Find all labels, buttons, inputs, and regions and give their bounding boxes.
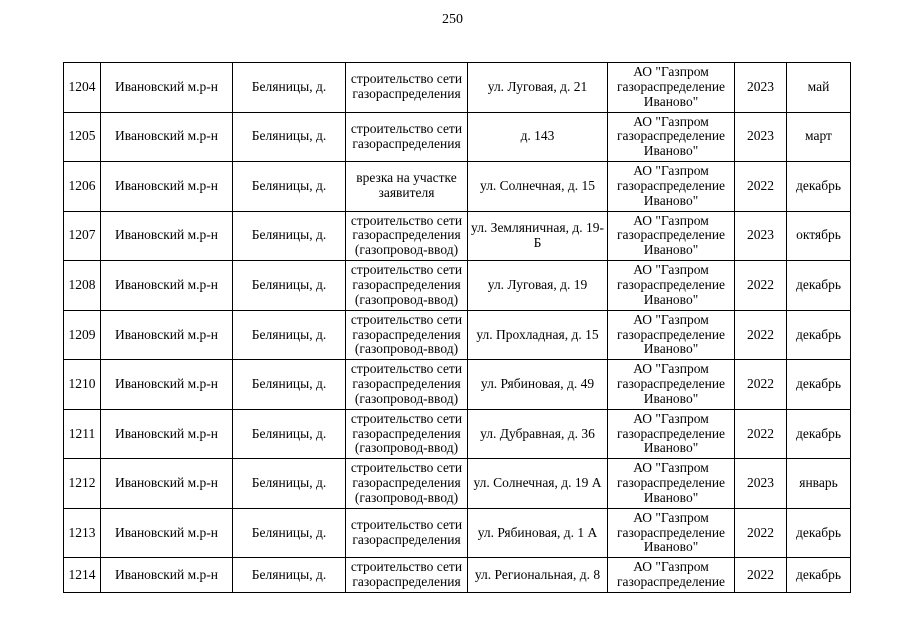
cell-org: АО "Газпром газораспределение Иваново" bbox=[608, 261, 735, 311]
cell-month: декабрь bbox=[787, 261, 851, 311]
cell-year: 2022 bbox=[735, 508, 787, 558]
cell-org: АО "Газпром газораспределение Иваново" bbox=[608, 211, 735, 261]
cell-num: 1212 bbox=[64, 459, 101, 509]
table-row bbox=[64, 409, 851, 459]
cell-year: 2022 bbox=[735, 261, 787, 311]
table-row bbox=[64, 112, 851, 162]
cell-year: 2022 bbox=[735, 558, 787, 593]
cell-locality: Беляницы, д. bbox=[233, 162, 346, 212]
cell-locality: Беляницы, д. bbox=[233, 211, 346, 261]
cell-locality: Беляницы, д. bbox=[233, 558, 346, 593]
cell-num: 1214 bbox=[64, 558, 101, 593]
cell-district: Ивановский м.р-н bbox=[101, 211, 233, 261]
cell-locality: Беляницы, д. bbox=[233, 112, 346, 162]
cell-address: д. 143 bbox=[468, 112, 608, 162]
table-row bbox=[64, 508, 851, 558]
cell-work: строительство сети газораспределения (газопровод-ввод) bbox=[346, 409, 468, 459]
table-row bbox=[64, 310, 851, 360]
cell-month: май bbox=[787, 63, 851, 113]
cell-org: АО "Газпром газораспределение Иваново" bbox=[608, 360, 735, 410]
table-body bbox=[64, 63, 851, 593]
cell-year: 2022 bbox=[735, 409, 787, 459]
cell-work: строительство сети газораспределения bbox=[346, 63, 468, 113]
cell-year: 2022 bbox=[735, 162, 787, 212]
cell-address: ул. Луговая, д. 21 bbox=[468, 63, 608, 113]
cell-address: ул. Рябиновая, д. 49 bbox=[468, 360, 608, 410]
cell-year: 2023 bbox=[735, 63, 787, 113]
table-row bbox=[64, 558, 851, 593]
cell-year: 2023 bbox=[735, 112, 787, 162]
cell-month: декабрь bbox=[787, 162, 851, 212]
cell-month: декабрь bbox=[787, 508, 851, 558]
cell-org: АО "Газпром газораспределение Иваново" bbox=[608, 310, 735, 360]
table-row bbox=[64, 162, 851, 212]
cell-org: АО "Газпром газораспределение Иваново" bbox=[608, 63, 735, 113]
cell-address: ул. Солнечная, д. 15 bbox=[468, 162, 608, 212]
cell-year: 2022 bbox=[735, 360, 787, 410]
cell-year: 2023 bbox=[735, 459, 787, 509]
cell-work: врезка на участке заявителя bbox=[346, 162, 468, 212]
cell-year: 2022 bbox=[735, 310, 787, 360]
cell-num: 1211 bbox=[64, 409, 101, 459]
cell-num: 1213 bbox=[64, 508, 101, 558]
cell-district: Ивановский м.р-н bbox=[101, 409, 233, 459]
cell-num: 1205 bbox=[64, 112, 101, 162]
cell-org: АО "Газпром газораспределение Иваново" bbox=[608, 409, 735, 459]
cell-month: март bbox=[787, 112, 851, 162]
cell-address: ул. Дубравная, д. 36 bbox=[468, 409, 608, 459]
cell-num: 1208 bbox=[64, 261, 101, 311]
table-row bbox=[64, 459, 851, 509]
cell-work: строительство сети газораспределения (газопровод-ввод) bbox=[346, 459, 468, 509]
cell-district: Ивановский м.р-н bbox=[101, 508, 233, 558]
cell-district: Ивановский м.р-н bbox=[101, 558, 233, 593]
cell-org: АО "Газпром газораспределение Иваново" bbox=[608, 162, 735, 212]
table-row bbox=[64, 211, 851, 261]
cell-org: АО "Газпром газораспределение Иваново" bbox=[608, 508, 735, 558]
cell-locality: Беляницы, д. bbox=[233, 360, 346, 410]
cell-month: декабрь bbox=[787, 409, 851, 459]
cell-district: Ивановский м.р-н bbox=[101, 63, 233, 113]
registry-table bbox=[63, 62, 851, 593]
cell-locality: Беляницы, д. bbox=[233, 261, 346, 311]
cell-month: октябрь bbox=[787, 211, 851, 261]
cell-address: ул. Луговая, д. 19 bbox=[468, 261, 608, 311]
cell-district: Ивановский м.р-н bbox=[101, 261, 233, 311]
cell-locality: Беляницы, д. bbox=[233, 409, 346, 459]
cell-num: 1209 bbox=[64, 310, 101, 360]
page-number: 250 bbox=[442, 12, 463, 27]
cell-district: Ивановский м.р-н bbox=[101, 112, 233, 162]
cell-year: 2023 bbox=[735, 211, 787, 261]
cell-month: декабрь bbox=[787, 310, 851, 360]
cell-work: строительство сети газораспределения (газопровод-ввод) bbox=[346, 360, 468, 410]
cell-num: 1210 bbox=[64, 360, 101, 410]
cell-month: декабрь bbox=[787, 360, 851, 410]
cell-num: 1204 bbox=[64, 63, 101, 113]
cell-district: Ивановский м.р-н bbox=[101, 459, 233, 509]
cell-org: АО "Газпром газораспределение Иваново" bbox=[608, 112, 735, 162]
cell-num: 1207 bbox=[64, 211, 101, 261]
cell-district: Ивановский м.р-н bbox=[101, 162, 233, 212]
cell-address: ул. Прохладная, д. 15 bbox=[468, 310, 608, 360]
cell-org: АО "Газпром газораспределение Иваново" bbox=[608, 459, 735, 509]
cell-locality: Беляницы, д. bbox=[233, 310, 346, 360]
cell-address: ул. Региональная, д. 8 bbox=[468, 558, 608, 593]
cell-work: строительство сети газораспределения (газопровод-ввод) bbox=[346, 310, 468, 360]
cell-district: Ивановский м.р-н bbox=[101, 310, 233, 360]
cell-locality: Беляницы, д. bbox=[233, 63, 346, 113]
cell-month: декабрь bbox=[787, 558, 851, 593]
cell-work: строительство сети газораспределения bbox=[346, 508, 468, 558]
cell-work: строительство сети газораспределения (газопровод-ввод) bbox=[346, 211, 468, 261]
cell-locality: Беляницы, д. bbox=[233, 459, 346, 509]
table-row bbox=[64, 261, 851, 311]
cell-work: строительство сети газораспределения bbox=[346, 558, 468, 593]
cell-address: ул. Солнечная, д. 19 А bbox=[468, 459, 608, 509]
cell-address: ул. Рябиновая, д. 1 А bbox=[468, 508, 608, 558]
cell-district: Ивановский м.р-н bbox=[101, 360, 233, 410]
cell-locality: Беляницы, д. bbox=[233, 508, 346, 558]
cell-work: строительство сети газораспределения bbox=[346, 112, 468, 162]
cell-org: АО "Газпром газораспределение bbox=[608, 558, 735, 593]
cell-month: январь bbox=[787, 459, 851, 509]
cell-work: строительство сети газораспределения (газопровод-ввод) bbox=[346, 261, 468, 311]
table-row bbox=[64, 360, 851, 410]
cell-num: 1206 bbox=[64, 162, 101, 212]
cell-address: ул. Земляничная, д. 19-Б bbox=[468, 211, 608, 261]
table-row bbox=[64, 63, 851, 113]
